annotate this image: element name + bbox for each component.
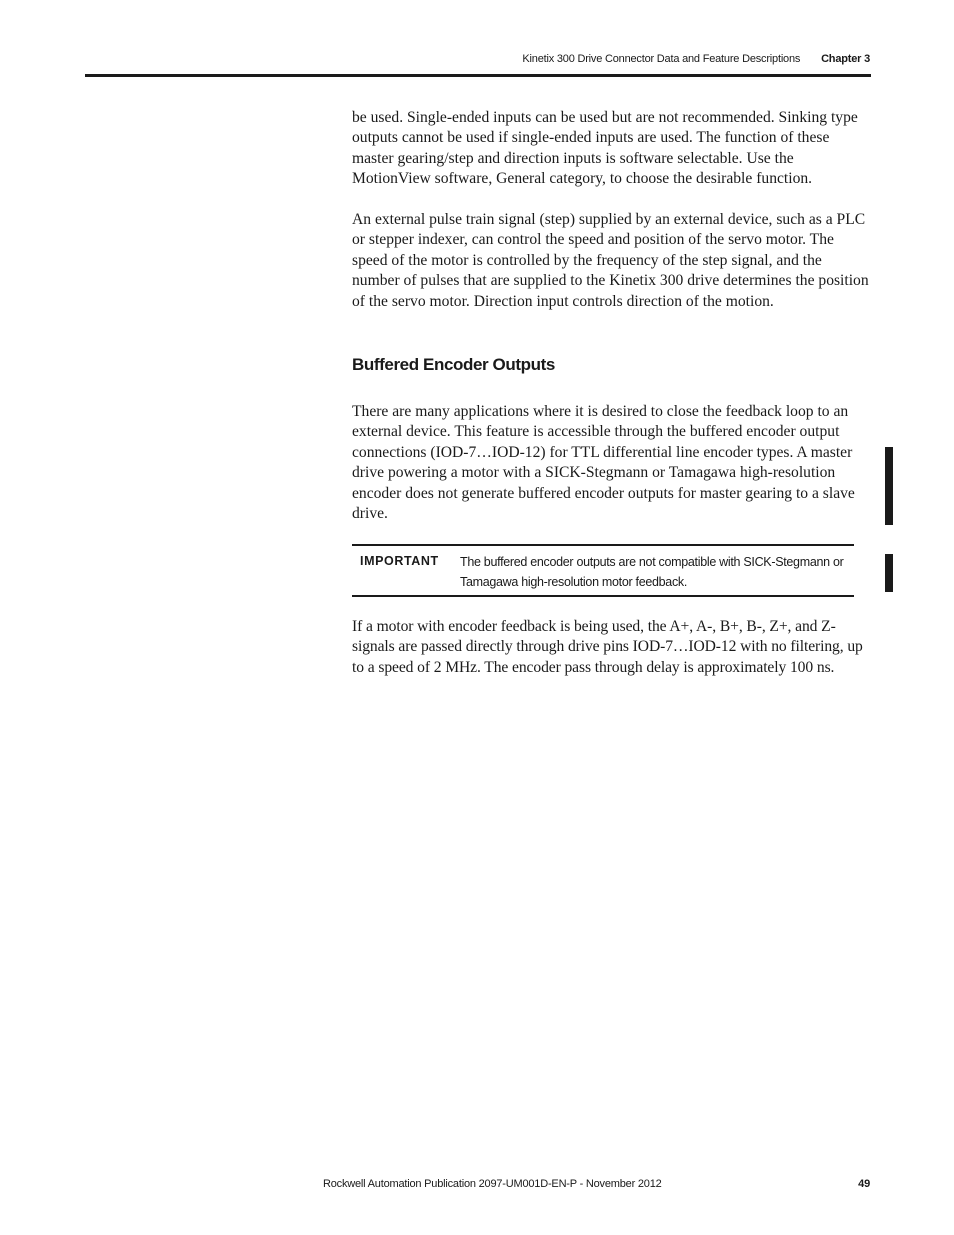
paragraph-gearing-inputs: be used. Single-ended inputs can be used but are not recommended. Sinking type outputs cannot be used if single-ended inputs are used. The function of these master gearing/step and direction inputs is software selectable. Use the MotionView software, General category, to choose the desirable function.: [352, 109, 858, 188]
header-rule: [85, 74, 871, 77]
paragraph-block: [352, 402, 872, 524]
important-text: The buffered encoder outputs are not compatible with SICK-Stegmann or Tamagawa high-resolution motor feedback.: [460, 555, 844, 589]
important-callout: [352, 544, 854, 597]
running-header: [522, 53, 870, 65]
footer-publication: Rockwell Automation Publication 2097-UM001D-EN-P - November 2012: [323, 1178, 662, 1190]
important-label: IMPORTANT: [360, 554, 439, 568]
paragraph-buffered-encoder: There are many applications where it is desired to close the feedback loop to an external device. This feature is accessible through the buffered encoder output connections (IOD-7…IOD-12) for TTL differential line encoder types. A master drive powering a motor with a SICK-Stegmann or Tamagawa high-resolution encoder does not generate buffered encoder outputs for master gearing to a slave drive.: [352, 403, 855, 523]
page-number: 49: [858, 1178, 870, 1190]
change-bar: [885, 554, 893, 592]
running-header-title: Kinetix 300 Drive Connector Data and Feature Descriptions: [522, 53, 801, 65]
paragraph-pulse-train: An external pulse train signal (step) supplied by an external device, such as a PLC or stepper indexer, can control the speed and position of the servo motor. The speed of the motor is controlled by the frequency of the step signal, and the number of pulses that are supplied to the Kinetix 300 drive determines the position of the servo motor. Direction input controls direction of the motion.: [352, 211, 869, 310]
paragraph-block: [352, 210, 872, 312]
change-bar: [885, 447, 893, 525]
paragraph-block: [352, 617, 872, 678]
running-header-chapter: Chapter 3: [821, 53, 870, 65]
section-heading: Buffered Encoder Outputs: [352, 355, 555, 374]
paragraph-encoder-feedback: If a motor with encoder feedback is being used, the A+, A-, B+, B-, Z+, and Z- signals are passed directly through drive pins IOD-7…IOD-12 with no filtering, up to a speed of 2 MHz. The encoder pass through delay is approximately 100 ns.: [352, 618, 863, 676]
paragraph-block: [352, 108, 872, 190]
